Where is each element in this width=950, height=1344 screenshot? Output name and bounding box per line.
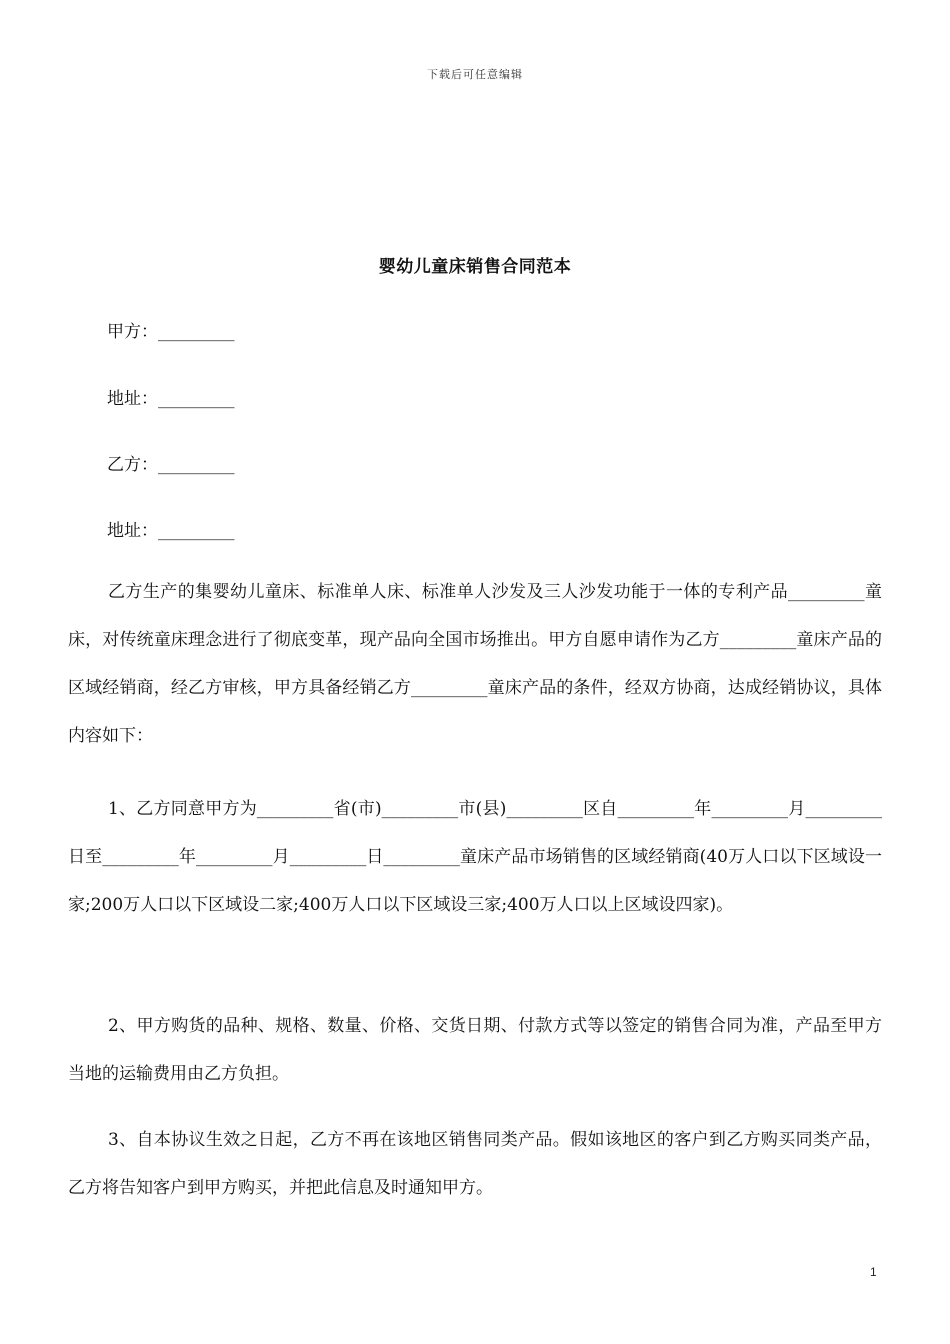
clause-1-paragraph: 1、乙方同意甲方为_________省(市)_________市(县)_________区自_________年_________月_________日至_________年_________月_________日_________童床产品市场销售的区域经销商(40万人口以下区域设一家;200万人口以下区域设二家;400万人口以下区域设三家;400万人口以上区域设四家)。 [68, 799, 882, 915]
page-number: 1 [870, 1265, 877, 1279]
party-b-field: 乙方：_________ [107, 455, 235, 475]
clause-2-paragraph: 2、甲方购货的品种、规格、数量、价格、交货日期、付款方式等以签定的销售合同为准，产品至甲方当地的运输费用由乙方负担。 [68, 1016, 882, 1084]
intro-paragraph: 乙方生产的集婴幼儿童床、标准单人床、标准单人沙发及三人沙发功能于一体的专利产品_________童床，对传统童床理念进行了彻底变革，现产品向全国市场推出。甲方自愿申请作为乙方_________童床产品的区域经销商，经乙方审核，甲方具备经销乙方_________童床产品的条件，经双方协商，达成经销协议，具体内容如下： [68, 582, 882, 746]
clause-3-paragraph: 3、自本协议生效之日起，乙方不再在该地区销售同类产品。假如该地区的客户到乙方购买同类产品，乙方将告知客户到甲方购买，并把此信息及时通知甲方。 [68, 1130, 882, 1198]
party-b-address-field: 地址：_________ [107, 521, 235, 541]
header-note: 下载后可任意编辑 [427, 68, 523, 81]
document-title: 婴幼儿童床销售合同范本 [378, 257, 572, 277]
party-a-field: 甲方：_________ [107, 322, 235, 342]
party-a-address-field: 地址：_________ [107, 389, 235, 409]
